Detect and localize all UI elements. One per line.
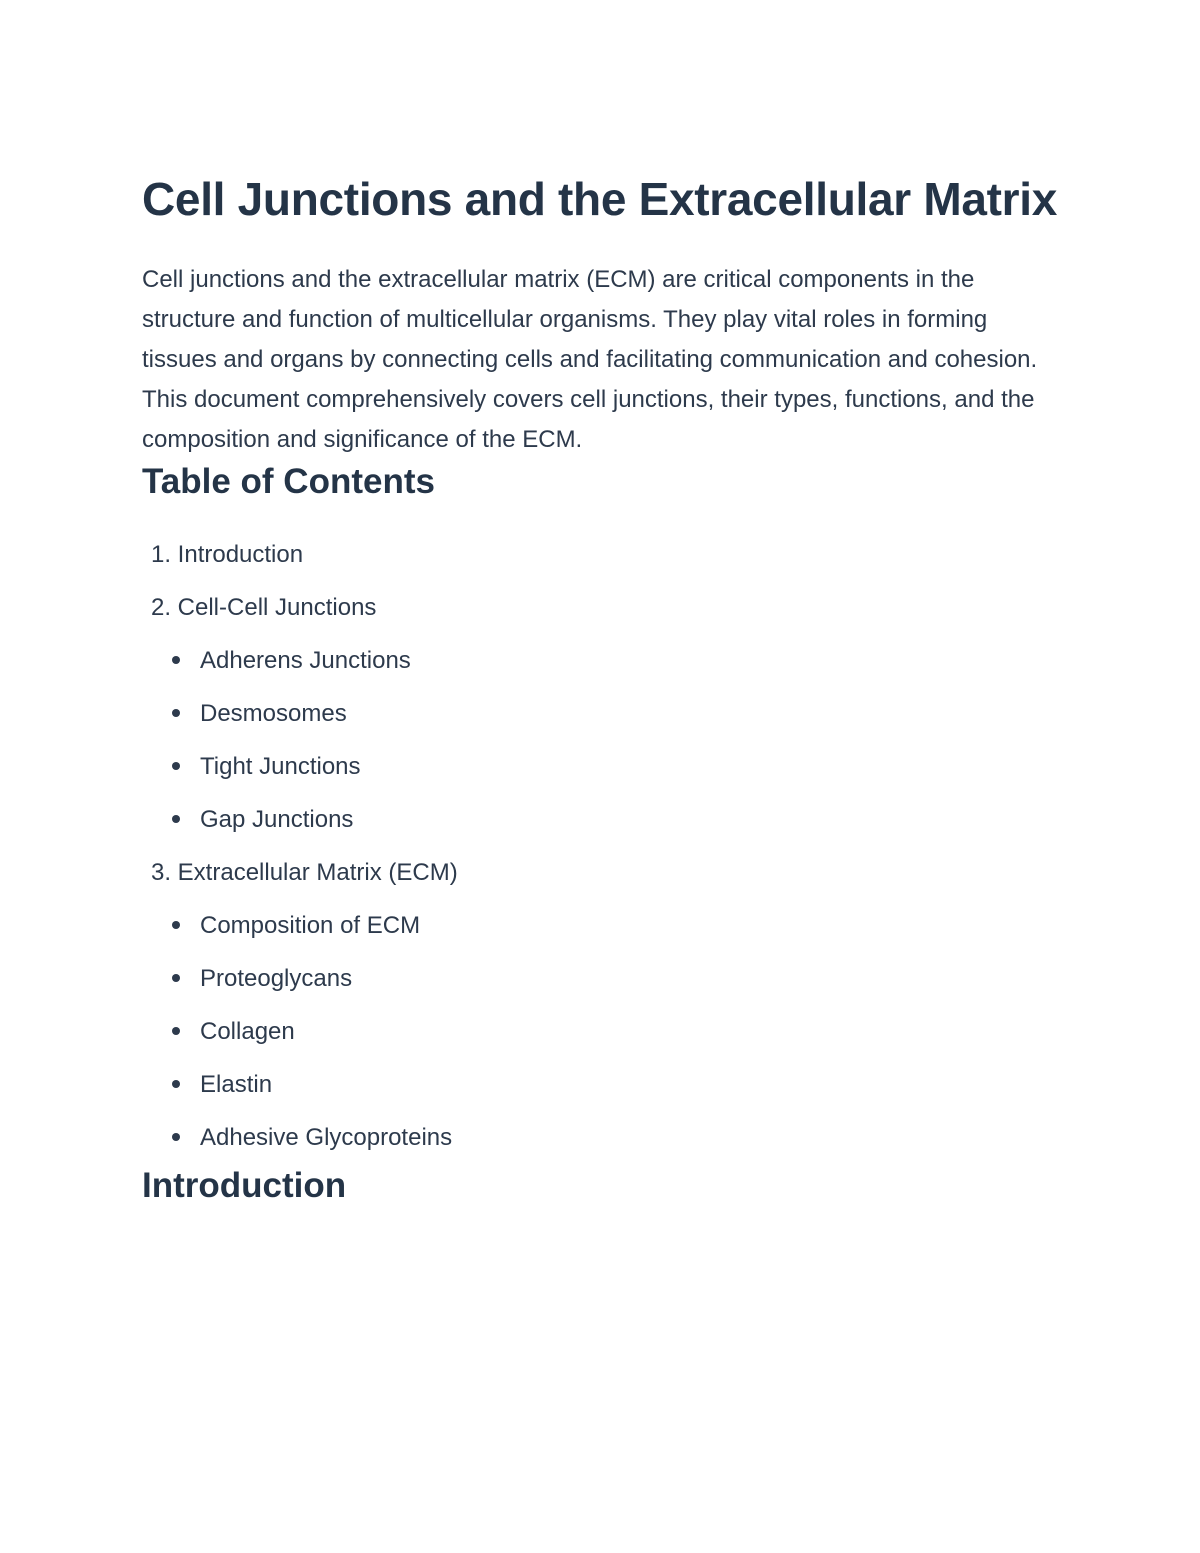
- toc-subitem-label: Desmosomes: [200, 700, 347, 727]
- bullet-icon: [172, 974, 180, 982]
- toc-subitem-label: Tight Junctions: [200, 753, 361, 780]
- bullet-icon: [172, 815, 180, 823]
- bullet-icon: [172, 1027, 180, 1035]
- toc-subitem-label: Proteoglycans: [200, 965, 353, 992]
- toc-subitem[interactable]: [142, 687, 1062, 740]
- toc-subitem-label: Composition of ECM: [200, 912, 421, 939]
- bullet-icon: [172, 921, 180, 929]
- toc-item-extracellular-matrix[interactable]: [142, 846, 1062, 1164]
- toc-item-introduction[interactable]: [142, 528, 1062, 581]
- document-page: [142, 168, 1062, 1208]
- toc-sublist: [142, 899, 1062, 1164]
- intro-paragraph: Cell junctions and the extracellular matrix (ECM) are critical components in the structure and function of multicellular organisms. They play vital roles in forming tissues and organs by connecting cells and facilitating communication and cohesion. This document comprehensively covers cell junctions, their types, functions, and the composition and significance of the ECM.: [142, 266, 1038, 453]
- toc-heading: Table of Contents: [142, 462, 435, 501]
- toc-subitem[interactable]: [142, 740, 1062, 793]
- toc-subitem[interactable]: [142, 1111, 1062, 1164]
- toc-sublist: [142, 634, 1062, 846]
- toc-subitem[interactable]: [142, 1058, 1062, 1111]
- document-title: Cell Junctions and the Extracellular Matrix: [142, 173, 1058, 225]
- toc-item-label: Introduction: [177, 541, 304, 568]
- toc-subitem-label: Collagen: [200, 1018, 295, 1045]
- toc-subitem[interactable]: [142, 952, 1062, 1005]
- bullet-icon: [172, 1080, 180, 1088]
- toc-subitem-label: Adherens Junctions: [200, 647, 411, 674]
- toc-item-number: 3.: [150, 859, 171, 886]
- toc-item-number: 2.: [150, 594, 171, 621]
- bullet-icon: [172, 709, 180, 717]
- toc-subitem[interactable]: [142, 899, 1062, 952]
- toc-subitem[interactable]: [142, 634, 1062, 687]
- toc-item-number: 1.: [150, 541, 171, 568]
- toc-subitem-label: Gap Junctions: [200, 806, 354, 833]
- toc-item-cell-cell-junctions[interactable]: [142, 581, 1062, 846]
- toc-subitem[interactable]: [142, 793, 1062, 846]
- section-heading-introduction: Introduction: [142, 1166, 347, 1205]
- toc-item-label: Cell-Cell Junctions: [177, 594, 377, 621]
- bullet-icon: [172, 1133, 180, 1141]
- toc-subitem[interactable]: [142, 1005, 1062, 1058]
- toc-subitem-label: Elastin: [200, 1071, 273, 1098]
- bullet-icon: [172, 656, 180, 664]
- toc-subitem-label: Adhesive Glycoproteins: [200, 1124, 453, 1151]
- table-of-contents: [142, 528, 1062, 1164]
- bullet-icon: [172, 762, 180, 770]
- toc-item-label: Extracellular Matrix (ECM): [177, 859, 458, 886]
